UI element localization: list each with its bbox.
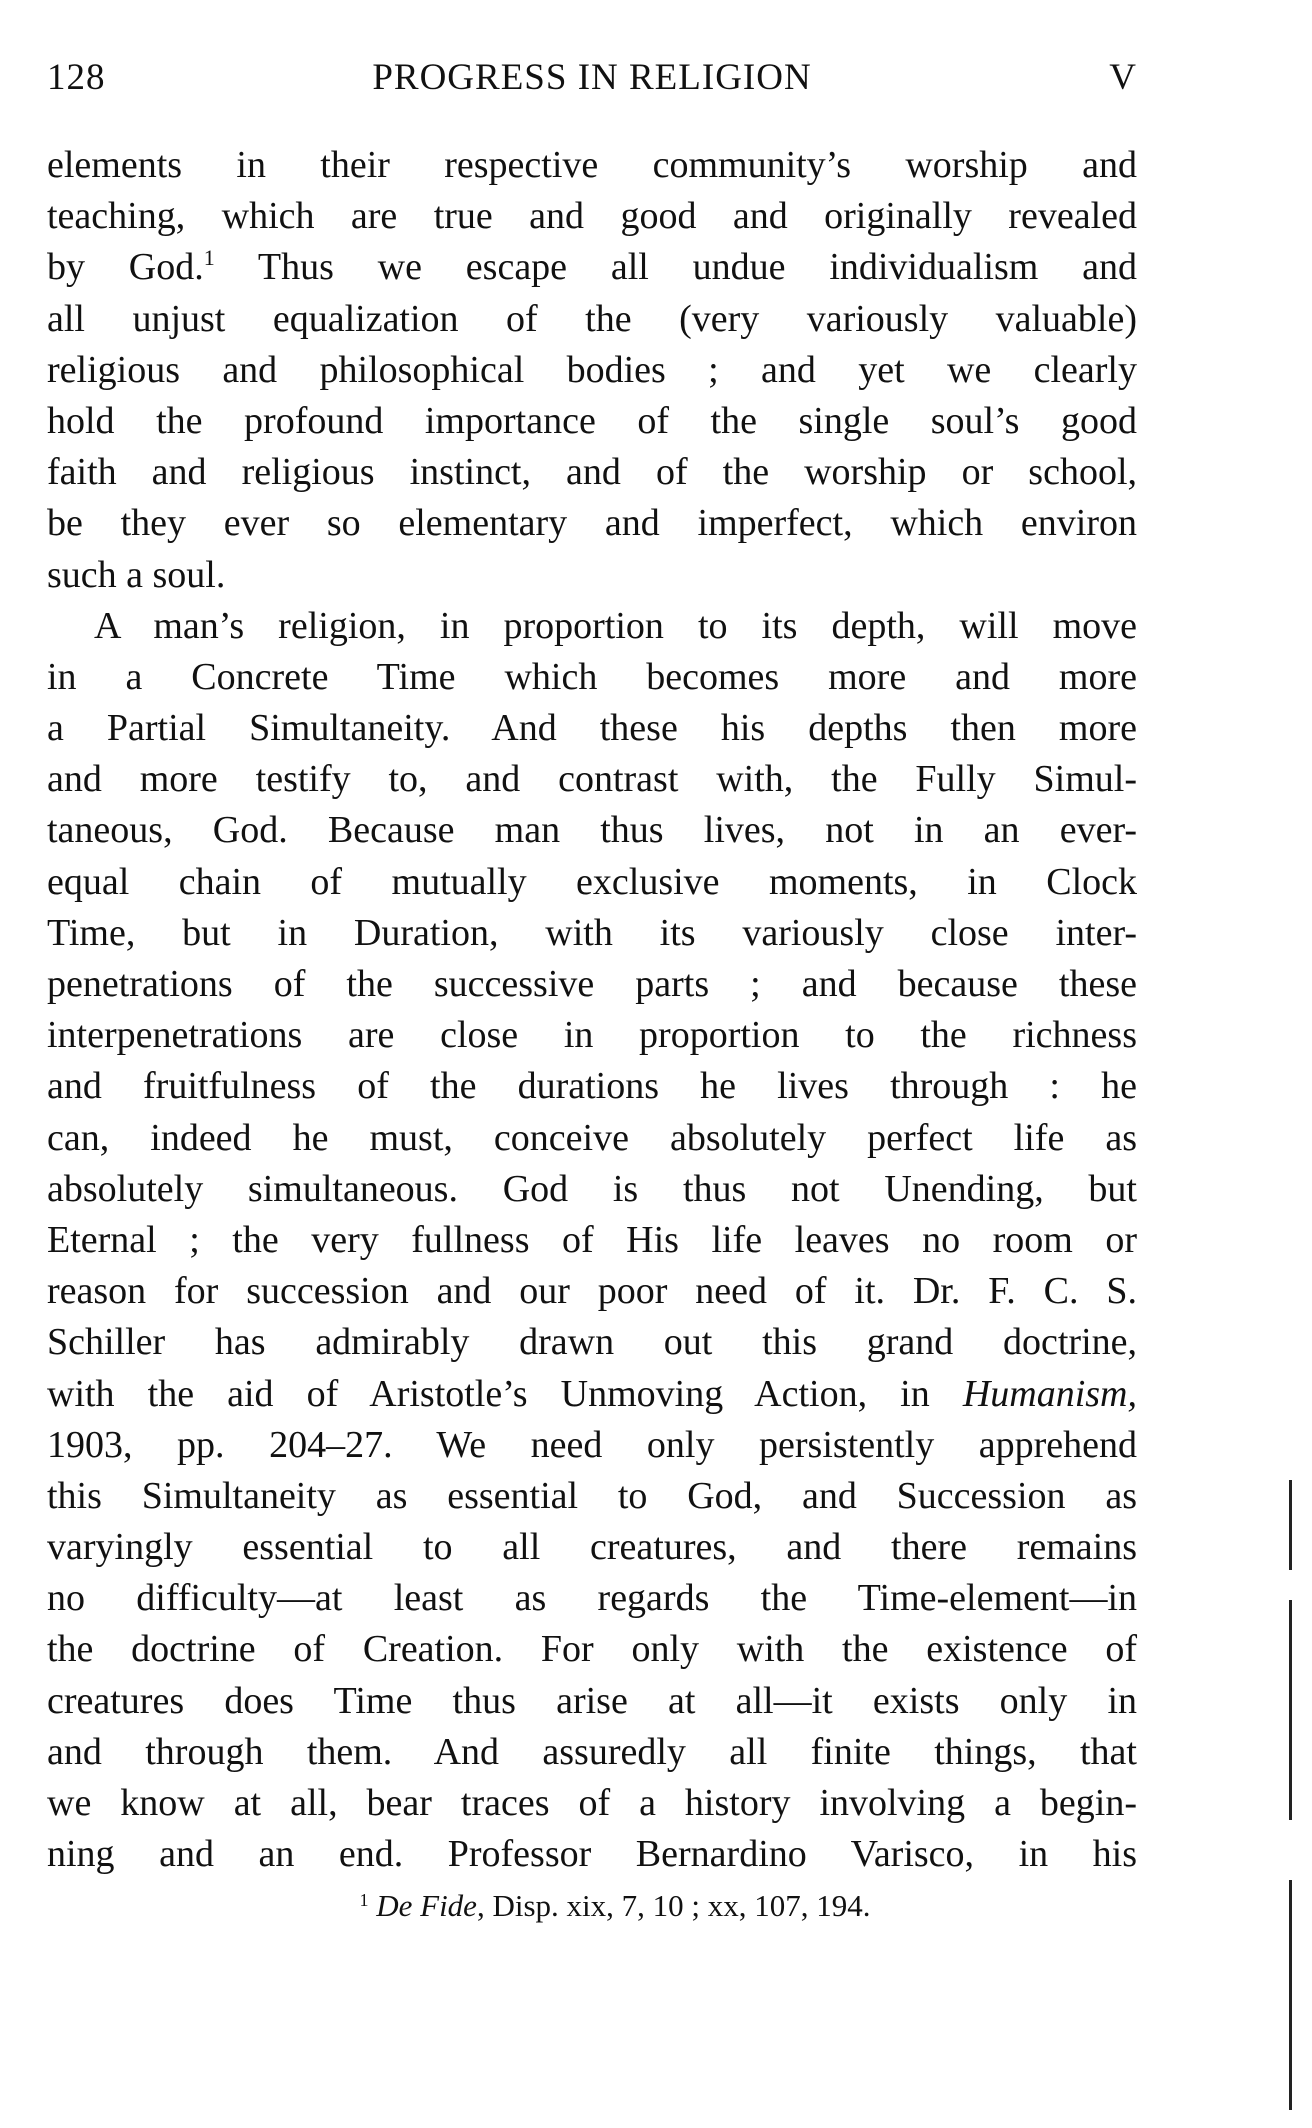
text-line — [47, 1215, 1137, 1266]
text-line — [47, 908, 1137, 959]
text-segment: Time, but in Duration, with its variously close inter- — [47, 911, 1137, 954]
text-line — [47, 1317, 1137, 1368]
body-text — [47, 140, 1137, 1880]
text-segment: creatures does Time thus arise at all—it exists only in — [47, 1679, 1137, 1722]
text-line — [47, 1266, 1137, 1317]
text-line — [47, 1113, 1137, 1164]
text-segment: interpenetrations are close in proportion to the richness — [47, 1014, 1137, 1057]
text-segment: all unjust equalization of the (very variously valuable) — [47, 297, 1137, 340]
footnote-title: De Fide — [376, 1888, 477, 1923]
footnote — [0, 1888, 1230, 1924]
text-segment: absolutely simultaneous. God is thus not Unending, but — [47, 1167, 1137, 1210]
text-line — [47, 1522, 1137, 1573]
text-line — [47, 345, 1137, 396]
text-segment: Schiller has admirably drawn out this grand doctrine, — [47, 1321, 1137, 1364]
text-segment: reason for succession and our poor need of it. Dr. F. C. S. — [47, 1270, 1137, 1313]
scan-edge-mark — [1289, 1880, 1292, 2110]
text-segment: Thus we escape all undue individualism and — [214, 246, 1137, 289]
text-line — [47, 1829, 1137, 1880]
text-segment: religious and philosophical bodies ; and yet we clearly — [47, 348, 1137, 391]
text-line — [47, 1624, 1137, 1675]
text-line — [47, 754, 1137, 805]
text-segment: and more testify to, and contrast with, the Fully Simul- — [47, 758, 1137, 801]
text-segment: and through them. And assuredly all finite things, that — [47, 1730, 1137, 1773]
footnote-text: , Disp. xix, 7, 10 ; xx, 107, 194. — [476, 1888, 871, 1923]
text-segment: be they ever so elementary and imperfect, which environ — [47, 502, 1137, 545]
text-line — [47, 191, 1137, 242]
text-segment: hold the profound importance of the single soul’s good — [47, 399, 1137, 442]
text-line — [47, 703, 1137, 754]
text-line — [47, 294, 1137, 345]
text-line — [47, 959, 1137, 1010]
text-line — [47, 242, 1137, 293]
text-line — [47, 550, 1137, 601]
text-line — [47, 447, 1137, 498]
text-segment: ning and an end. Professor Bernardino Varisco, in his — [47, 1833, 1137, 1876]
text-line — [47, 857, 1137, 908]
text-line — [47, 601, 1137, 652]
text-segment: can, indeed he must, conceive absolutely perfect life as — [47, 1116, 1137, 1159]
text-segment: with the aid of Aristotle’s Unmoving Action, in — [47, 1372, 963, 1415]
running-title: PROGRESS IN RELIGION — [372, 57, 812, 98]
text-line — [47, 1420, 1137, 1471]
text-segment: by God. — [47, 246, 204, 289]
text-line — [47, 1778, 1137, 1829]
text-segment: we know at all, bear traces of a history involving a begin- — [47, 1782, 1137, 1824]
text-segment: teaching, which are true and good and originally revealed — [47, 195, 1137, 238]
text-segment: no difficulty—at least as regards the Time-element—in — [47, 1577, 1137, 1620]
text-line — [47, 498, 1137, 549]
scan-edge-mark — [1289, 1600, 1292, 1820]
text-line — [47, 1573, 1137, 1624]
text-segment: such a soul. — [47, 553, 226, 596]
chapter-number: V — [1109, 57, 1137, 98]
page-number: 128 — [47, 57, 106, 98]
text-segment: faith and religious instinct, and of the worship or school, — [47, 451, 1137, 494]
text-line — [47, 140, 1137, 191]
text-line — [47, 805, 1137, 856]
text-segment: taneous, God. Because man thus lives, not in an ever- — [47, 809, 1137, 852]
text-line — [47, 1061, 1137, 1112]
text-segment: A man’s religion, in proportion to its depth, will move — [94, 604, 1137, 647]
text-segment: varyingly essential to all creatures, and there remains — [47, 1526, 1137, 1569]
italic-text: Humanism, — [962, 1372, 1137, 1415]
text-segment: equal chain of mutually exclusive moments, in Clock — [47, 860, 1137, 903]
text-line — [47, 1369, 1137, 1420]
text-line — [47, 1164, 1137, 1215]
text-line — [47, 1727, 1137, 1778]
text-segment: Eternal ; the very fullness of His life leaves no room or — [47, 1218, 1137, 1261]
text-line — [47, 1471, 1137, 1522]
footnote-marker: 1 — [359, 1890, 369, 1910]
running-header — [47, 56, 1137, 106]
text-segment: and fruitfulness of the durations he lives through : he — [47, 1065, 1137, 1108]
text-segment: 1903, pp. 204–27. We need only persistently apprehend — [47, 1423, 1137, 1466]
text-segment: the doctrine of Creation. For only with the existence of — [47, 1628, 1137, 1671]
text-segment: penetrations of the successive parts ; and because these — [47, 963, 1137, 1005]
text-segment: a Partial Simultaneity. And these his depths then more — [47, 707, 1137, 750]
text-line — [47, 1676, 1137, 1727]
text-segment: this Simultaneity as essential to God, and Succession as — [47, 1474, 1137, 1517]
text-line — [47, 652, 1137, 703]
text-line — [47, 396, 1137, 447]
text-segment: in a Concrete Time which becomes more and more — [47, 655, 1137, 698]
scan-edge-mark — [1289, 1480, 1292, 1570]
text-segment: elements in their respective community’s worship and — [47, 144, 1137, 186]
text-line — [47, 1010, 1137, 1061]
footnote-reference: 1 — [203, 245, 215, 271]
